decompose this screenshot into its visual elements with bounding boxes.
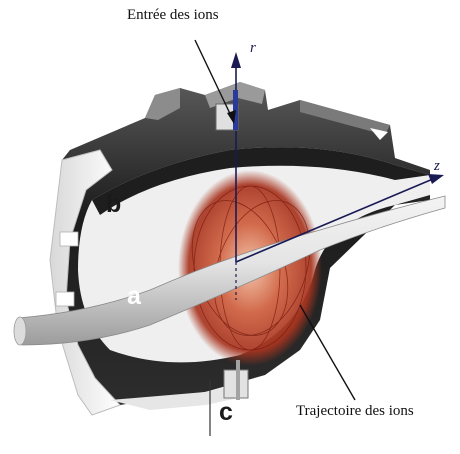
outer-electrode-label: b <box>106 190 122 218</box>
r-axis-arrow <box>231 52 241 68</box>
z-axis-label: z <box>434 158 440 174</box>
trajectory-leader-line <box>300 305 355 400</box>
ion-entry-caption: Entrée des ions <box>127 7 219 23</box>
inner-electrode-label: a <box>127 282 141 310</box>
ion-gate-label: c <box>219 398 233 426</box>
r-axis-label: r <box>250 40 256 56</box>
ion-trajectory-caption: Trajectoire des ions <box>296 403 414 419</box>
z-axis-arrow <box>428 174 444 184</box>
